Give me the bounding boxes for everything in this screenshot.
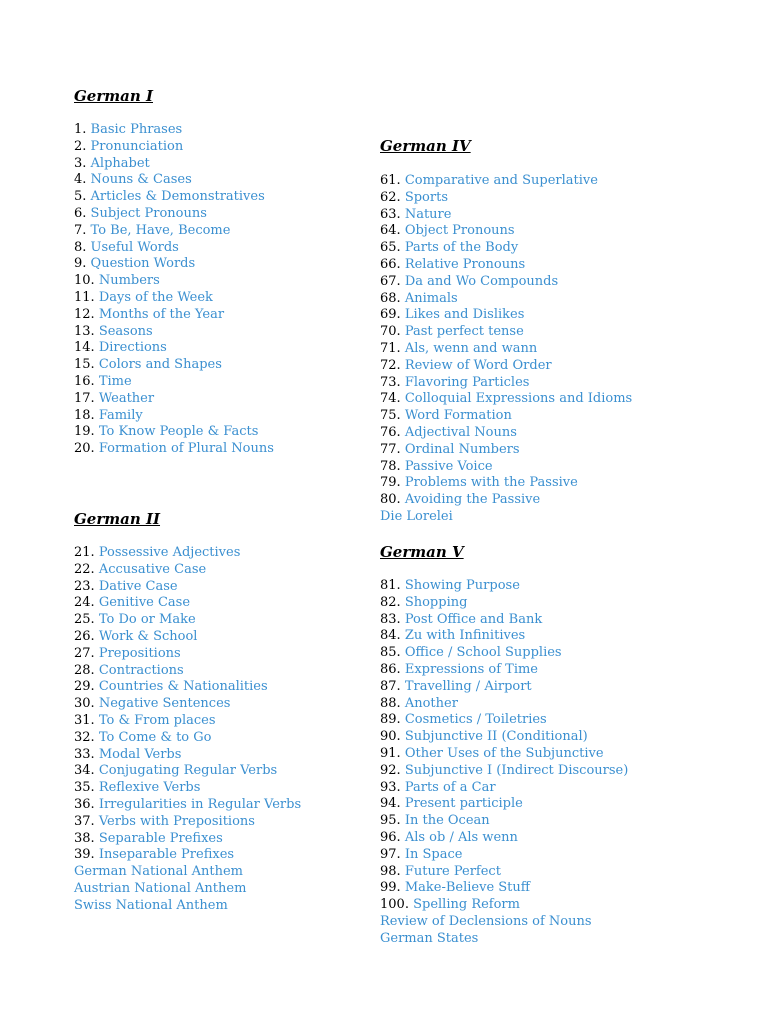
- lesson-number: 1.: [74, 122, 87, 137]
- lesson-number: 29.: [74, 679, 95, 695]
- lesson-item: [74, 156, 274, 173]
- lesson-item: [380, 324, 632, 341]
- lesson-number: 98.: [380, 863, 401, 879]
- lesson-number: 62.: [380, 189, 401, 205]
- lesson-link[interactable]: Sports: [404, 189, 448, 205]
- lesson-item: [74, 307, 274, 324]
- lesson-item: [74, 663, 301, 680]
- lesson-link[interactable]: In Space: [404, 846, 463, 862]
- lesson-link[interactable]: Subjunctive II (Conditional): [404, 729, 588, 745]
- lesson-link[interactable]: Time: [98, 373, 132, 389]
- lesson-number: 73.: [380, 374, 401, 390]
- lesson-list-german-1: [74, 122, 274, 458]
- lesson-number: 21.: [74, 545, 95, 560]
- lesson-link[interactable]: To Do or Make: [98, 612, 196, 628]
- lesson-item: [380, 931, 628, 948]
- lesson-link[interactable]: Numbers: [98, 273, 160, 289]
- lesson-number: 37.: [74, 813, 95, 829]
- lesson-item: [380, 475, 632, 492]
- lesson-link[interactable]: Months of the Year: [98, 306, 225, 322]
- lesson-item: [380, 173, 632, 190]
- lesson-item: [74, 747, 301, 764]
- lesson-link[interactable]: Dative Case: [98, 578, 178, 594]
- lesson-link[interactable]: To & From places: [98, 712, 216, 728]
- lesson-number: 88.: [380, 695, 401, 711]
- lesson-number: 33.: [74, 746, 95, 762]
- lesson-link[interactable]: Family: [98, 407, 143, 423]
- lesson-link[interactable]: Make-Believe Stuff: [404, 880, 531, 896]
- lesson-number: 39.: [74, 847, 95, 863]
- lesson-item: [74, 374, 274, 391]
- lesson-number: 64.: [380, 223, 401, 239]
- lesson-number: 61.: [380, 173, 401, 188]
- lesson-item: [74, 545, 301, 562]
- lesson-number: 9.: [74, 256, 87, 272]
- lesson-number: 18.: [74, 407, 95, 423]
- lesson-number: 26.: [74, 628, 95, 644]
- lesson-number: 6.: [74, 205, 87, 221]
- lesson-list-german-2: [74, 545, 301, 915]
- lesson-item: [74, 441, 274, 458]
- lesson-link[interactable]: Animals: [404, 290, 458, 306]
- lesson-item: [74, 256, 274, 273]
- section-title-german-5: German V: [380, 543, 464, 561]
- lesson-link[interactable]: Parts of the Body: [404, 240, 519, 256]
- lesson-item: [74, 223, 274, 240]
- lesson-number: 34.: [74, 763, 95, 779]
- lesson-item: [74, 579, 301, 596]
- lesson-number: 90.: [380, 729, 401, 745]
- lesson-link[interactable]: Directions: [98, 340, 167, 356]
- lesson-link[interactable]: Formation of Plural Nouns: [98, 441, 274, 457]
- lesson-link[interactable]: Passive Voice: [404, 458, 493, 474]
- lesson-link[interactable]: To Know People & Facts: [98, 424, 259, 440]
- lesson-item: [380, 746, 628, 763]
- lesson-number: 17.: [74, 390, 95, 406]
- lesson-number: 4.: [74, 172, 87, 188]
- lesson-link[interactable]: To Be, Have, Become: [90, 222, 231, 238]
- lesson-item: [380, 914, 628, 931]
- lesson-item: [74, 831, 301, 848]
- lesson-item: [380, 358, 632, 375]
- lesson-item: [380, 341, 632, 358]
- lesson-number: 63.: [380, 206, 401, 222]
- lesson-item: [74, 780, 301, 797]
- lesson-number: 66.: [380, 256, 401, 272]
- lesson-item: [74, 139, 274, 156]
- lesson-link[interactable]: Past perfect tense: [404, 324, 524, 340]
- lesson-item: [74, 646, 301, 663]
- lesson-link[interactable]: Showing Purpose: [404, 578, 520, 593]
- lesson-link[interactable]: Prepositions: [98, 645, 181, 661]
- lesson-item: [380, 796, 628, 813]
- lesson-number: 32.: [74, 729, 95, 745]
- lesson-item: [380, 763, 628, 780]
- lesson-item: [380, 190, 632, 207]
- lesson-link[interactable]: Nouns & Cases: [90, 172, 192, 188]
- lesson-link[interactable]: Review of Word Order: [404, 357, 552, 373]
- lesson-item: [380, 291, 632, 308]
- lesson-item: [74, 679, 301, 696]
- lesson-item: [74, 273, 274, 290]
- lesson-number: 89.: [380, 712, 401, 728]
- lesson-item: [74, 189, 274, 206]
- lesson-link[interactable]: Avoiding the Passive: [404, 492, 541, 508]
- lesson-item: [74, 562, 301, 579]
- lesson-number: 72.: [380, 357, 401, 373]
- lesson-item: [380, 391, 632, 408]
- lesson-item: [74, 206, 274, 223]
- lesson-item: [380, 645, 628, 662]
- lesson-number: 78.: [380, 458, 401, 474]
- lesson-link[interactable]: Parts of a Car: [404, 779, 496, 795]
- lesson-number: 80.: [380, 492, 401, 508]
- lesson-item: [380, 442, 632, 459]
- lesson-item: [380, 864, 628, 881]
- lesson-item: [74, 696, 301, 713]
- lesson-link[interactable]: Colloquial Expressions and Idioms: [404, 391, 633, 407]
- lesson-link[interactable]: Separable Prefixes: [98, 830, 223, 846]
- lesson-item: [380, 679, 628, 696]
- lesson-item: [380, 847, 628, 864]
- lesson-number: 93.: [380, 779, 401, 795]
- lesson-link[interactable]: Question Words: [90, 256, 196, 272]
- lesson-link[interactable]: Spelling Reform: [413, 897, 520, 913]
- lesson-number: 35.: [74, 780, 95, 796]
- lesson-link[interactable]: Shopping: [404, 594, 468, 610]
- lesson-item: [380, 628, 628, 645]
- lesson-number: 36.: [74, 796, 95, 812]
- lesson-item: [74, 340, 274, 357]
- lesson-number: 11.: [74, 289, 95, 305]
- lesson-number: 100.: [380, 897, 409, 913]
- section-title-german-4: German IV: [380, 137, 471, 155]
- lesson-number: 31.: [74, 712, 95, 728]
- lesson-item: [74, 391, 274, 408]
- lesson-number: 13.: [74, 323, 95, 339]
- lesson-link[interactable]: Object Pronouns: [404, 223, 515, 239]
- lesson-link[interactable]: In the Ocean: [404, 813, 490, 829]
- lesson-link[interactable]: Colors and Shapes: [98, 357, 222, 373]
- lesson-link[interactable]: Other Uses of the Subjunctive: [404, 745, 604, 761]
- lesson-link[interactable]: Countries & Nationalities: [98, 679, 268, 695]
- lesson-item: [380, 696, 628, 713]
- lesson-link[interactable]: Articles & Demonstratives: [90, 189, 265, 205]
- lesson-link[interactable]: Inseparable Prefixes: [98, 847, 235, 863]
- lesson-link[interactable]: Ordinal Numbers: [404, 441, 520, 457]
- lesson-number: 92.: [380, 762, 401, 778]
- lesson-link[interactable]: To Come & to Go: [98, 729, 212, 745]
- lesson-item: [74, 797, 301, 814]
- lesson-link[interactable]: Die Lorelei: [380, 508, 453, 524]
- lesson-item: [74, 814, 301, 831]
- lesson-item: [74, 595, 301, 612]
- lesson-number: 74.: [380, 391, 401, 407]
- lesson-link[interactable]: German States: [380, 930, 479, 946]
- lesson-number: 12.: [74, 306, 95, 322]
- lesson-item: [380, 207, 632, 224]
- lesson-item: [74, 612, 301, 629]
- lesson-number: 97.: [380, 846, 401, 862]
- lesson-number: 20.: [74, 441, 95, 457]
- lesson-item: [380, 780, 628, 797]
- lesson-number: 68.: [380, 290, 401, 306]
- lesson-item: [380, 897, 628, 914]
- lesson-link[interactable]: Als ob / Als wenn: [404, 829, 518, 845]
- lesson-link[interactable]: Pronunciation: [90, 138, 184, 154]
- lesson-item: [380, 509, 632, 526]
- lesson-number: 71.: [380, 340, 401, 356]
- lesson-item: [74, 898, 301, 915]
- lesson-link[interactable]: Austrian National Anthem: [74, 880, 247, 896]
- lesson-item: [380, 307, 632, 324]
- lesson-link[interactable]: Genitive Case: [98, 595, 191, 611]
- lesson-item: [380, 813, 628, 830]
- lesson-number: 38.: [74, 830, 95, 846]
- lesson-number: 30.: [74, 696, 95, 712]
- lesson-link[interactable]: Comparative and Superlative: [404, 173, 598, 188]
- lesson-item: [74, 408, 274, 425]
- lesson-number: 76.: [380, 424, 401, 440]
- lesson-number: 94.: [380, 796, 401, 812]
- lesson-number: 65.: [380, 240, 401, 256]
- lesson-number: 91.: [380, 745, 401, 761]
- lesson-number: 27.: [74, 645, 95, 661]
- lesson-item: [380, 240, 632, 257]
- lesson-link[interactable]: Basic Phrases: [90, 122, 183, 137]
- lesson-number: 8.: [74, 239, 87, 255]
- lesson-item: [380, 712, 628, 729]
- lesson-link[interactable]: Likes and Dislikes: [404, 307, 525, 323]
- section-title-german-1: German I: [74, 87, 153, 105]
- lesson-number: 87.: [380, 678, 401, 694]
- lesson-number: 83.: [380, 611, 401, 627]
- lesson-item: [380, 223, 632, 240]
- lesson-item: [74, 730, 301, 747]
- lesson-list-german-4: [380, 173, 632, 526]
- lesson-number: 28.: [74, 662, 95, 678]
- lesson-number: 95.: [380, 813, 401, 829]
- lesson-link[interactable]: Seasons: [98, 323, 153, 339]
- lesson-number: 69.: [380, 307, 401, 323]
- lesson-item: [74, 713, 301, 730]
- lesson-link[interactable]: Office / School Supplies: [404, 645, 562, 661]
- lesson-number: 25.: [74, 612, 95, 628]
- lesson-number: 70.: [380, 324, 401, 340]
- lesson-item: [380, 612, 628, 629]
- lesson-link[interactable]: Irregularities in Regular Verbs: [98, 796, 302, 812]
- lesson-item: [74, 240, 274, 257]
- lesson-link[interactable]: Useful Words: [90, 239, 179, 255]
- lesson-link[interactable]: Da and Wo Compounds: [404, 273, 559, 289]
- lesson-item: [380, 257, 632, 274]
- lesson-number: 82.: [380, 594, 401, 610]
- lesson-item: [380, 492, 632, 509]
- lesson-link[interactable]: Work & School: [98, 628, 198, 644]
- lesson-item: [380, 425, 632, 442]
- lesson-link[interactable]: Cosmetics / Toiletries: [404, 712, 547, 728]
- lesson-item: [74, 629, 301, 646]
- lesson-link[interactable]: Relative Pronouns: [404, 256, 526, 272]
- lesson-item: [380, 578, 628, 595]
- lesson-link[interactable]: Zu with Infinitives: [404, 628, 526, 644]
- lesson-number: 15.: [74, 357, 95, 373]
- lesson-item: [74, 881, 301, 898]
- lesson-link[interactable]: Travelling / Airport: [404, 678, 532, 694]
- lesson-number: 22.: [74, 561, 95, 577]
- lesson-number: 67.: [380, 273, 401, 289]
- lesson-item: [74, 763, 301, 780]
- lesson-link[interactable]: Present participle: [404, 796, 523, 812]
- lesson-link[interactable]: Modal Verbs: [98, 746, 182, 762]
- lesson-link[interactable]: Als, wenn and wann: [404, 340, 538, 356]
- lesson-link[interactable]: Subjunctive I (Indirect Discourse): [404, 762, 629, 778]
- lesson-number: 81.: [380, 578, 401, 593]
- lesson-item: [380, 729, 628, 746]
- lesson-item: [74, 864, 301, 881]
- lesson-number: 10.: [74, 273, 95, 289]
- lesson-link[interactable]: Conjugating Regular Verbs: [98, 763, 278, 779]
- lesson-number: 3.: [74, 155, 87, 171]
- lesson-link[interactable]: Post Office and Bank: [404, 611, 543, 627]
- section-title-german-2: German II: [74, 510, 161, 528]
- lesson-item: [380, 595, 628, 612]
- lesson-item: [380, 880, 628, 897]
- lesson-number: 2.: [74, 138, 87, 154]
- lesson-item: [74, 122, 274, 139]
- lesson-number: 77.: [380, 441, 401, 457]
- lesson-link[interactable]: German National Anthem: [74, 864, 243, 880]
- lesson-number: 79.: [380, 475, 401, 491]
- lesson-number: 14.: [74, 340, 95, 356]
- lesson-item: [380, 274, 632, 291]
- lesson-number: 85.: [380, 645, 401, 661]
- lesson-link[interactable]: Accusative Case: [98, 561, 207, 577]
- lesson-link[interactable]: Word Formation: [404, 408, 512, 424]
- lesson-link[interactable]: Subject Pronouns: [90, 205, 207, 221]
- lesson-number: 86.: [380, 661, 401, 677]
- lesson-list-german-5: [380, 578, 628, 948]
- lesson-number: 5.: [74, 189, 87, 205]
- lesson-number: 7.: [74, 222, 87, 238]
- lesson-item: [380, 459, 632, 476]
- lesson-link[interactable]: Days of the Week: [98, 289, 213, 305]
- lesson-link[interactable]: Future Perfect: [404, 863, 501, 879]
- lesson-link[interactable]: Possessive Adjectives: [98, 545, 241, 560]
- lesson-number: 84.: [380, 628, 401, 644]
- lesson-item: [74, 324, 274, 341]
- lesson-item: [74, 357, 274, 374]
- lesson-item: [74, 172, 274, 189]
- lesson-item: [74, 290, 274, 307]
- lesson-item: [380, 375, 632, 392]
- lesson-number: 75.: [380, 408, 401, 424]
- lesson-number: 99.: [380, 880, 401, 896]
- lesson-number: 16.: [74, 373, 95, 389]
- lesson-link[interactable]: Alphabet: [90, 155, 150, 171]
- lesson-link[interactable]: Review of Declensions of Nouns: [380, 913, 592, 929]
- lesson-link[interactable]: Flavoring Particles: [404, 374, 530, 390]
- lesson-link[interactable]: Verbs with Prepositions: [98, 813, 255, 829]
- lesson-link[interactable]: Another: [404, 695, 458, 711]
- lesson-item: [74, 424, 274, 441]
- lesson-item: [380, 830, 628, 847]
- lesson-link[interactable]: Adjectival Nouns: [404, 424, 517, 440]
- lesson-link[interactable]: Nature: [404, 206, 452, 222]
- lesson-item: [74, 847, 301, 864]
- lesson-link[interactable]: Weather: [98, 390, 155, 406]
- lesson-link[interactable]: Swiss National Anthem: [74, 897, 228, 913]
- lesson-link[interactable]: Contractions: [98, 662, 184, 678]
- lesson-item: [380, 408, 632, 425]
- lesson-number: 23.: [74, 578, 95, 594]
- lesson-link[interactable]: Problems with the Passive: [404, 475, 578, 491]
- lesson-number: 96.: [380, 829, 401, 845]
- lesson-link[interactable]: Expressions of Time: [404, 661, 539, 677]
- lesson-link[interactable]: Reflexive Verbs: [98, 780, 201, 796]
- lesson-item: [380, 662, 628, 679]
- lesson-number: 19.: [74, 424, 95, 440]
- lesson-link[interactable]: Negative Sentences: [98, 696, 231, 712]
- lesson-number: 24.: [74, 595, 95, 611]
